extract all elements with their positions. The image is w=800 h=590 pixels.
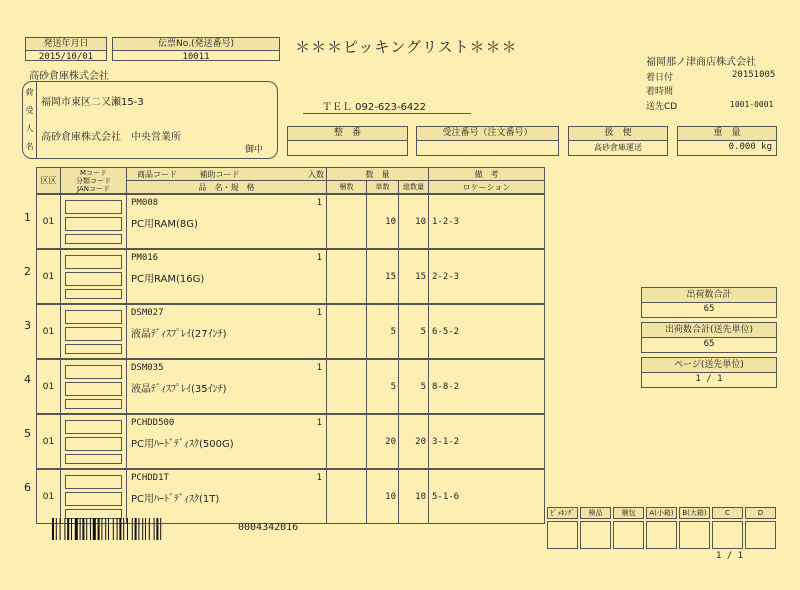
info-box-label: 整 番	[288, 127, 407, 141]
check-box-label: A(小箱)	[646, 507, 677, 519]
row-number: 5	[24, 427, 31, 440]
cell-total: 15	[399, 250, 429, 304]
header-mcode-line: Mコード	[79, 168, 108, 177]
check-box-cell	[547, 521, 578, 549]
slip-no-box	[112, 37, 280, 61]
cell-total: 10	[399, 195, 429, 249]
barcode-bar	[154, 518, 155, 540]
info-box-label: 受注番号（注文番号）	[417, 127, 558, 141]
cell-cases	[327, 360, 367, 414]
row-number: 3	[24, 319, 31, 332]
category-code-box	[65, 382, 122, 396]
cell-total: 5	[399, 305, 429, 359]
cell-mcode	[61, 250, 127, 304]
ship-date-label: 発送年月日	[26, 38, 106, 51]
product-name: 液晶ﾃﾞｨｽﾌﾟﾚｲ(35ｲﾝﾁ)	[131, 384, 227, 395]
barcode-bar	[132, 518, 133, 540]
cell-location: 5-1-6	[429, 470, 545, 524]
summary-value: 65	[703, 339, 715, 349]
recipient-honorific: 御中	[245, 145, 264, 155]
check-box	[580, 507, 611, 549]
summary-page	[641, 357, 777, 388]
summary-shipped-total	[641, 287, 777, 318]
product-name: PC用RAM(16G)	[131, 274, 205, 285]
cell-product	[127, 470, 327, 524]
cell-area: 01	[37, 470, 61, 524]
check-box	[712, 507, 743, 549]
jan-code-box	[65, 234, 122, 244]
category-code-box	[65, 272, 122, 286]
info-box-carrier	[568, 126, 668, 156]
product-code: PM016	[131, 253, 159, 263]
row-number: 2	[24, 265, 31, 278]
cell-cases	[327, 250, 367, 304]
header-mcode-line: JANコード	[77, 184, 110, 193]
check-box	[547, 507, 578, 549]
jan-code-box	[65, 344, 122, 354]
check-box-label: C	[712, 507, 743, 519]
barcode-bar	[80, 518, 81, 540]
header-product-code-text: 商品コード	[137, 169, 177, 179]
cell-singles: 10	[367, 195, 399, 249]
cell-location: 8-8-2	[429, 360, 545, 414]
check-box	[679, 507, 710, 549]
arrival-date: 20151005	[732, 70, 776, 80]
check-box-label: 梱包	[613, 507, 644, 519]
side-label-char: 人	[25, 124, 34, 133]
cell-product	[127, 360, 327, 414]
product-units: 1	[316, 198, 322, 208]
cell-product	[127, 195, 327, 249]
info-box-label: 扱 便	[569, 127, 667, 141]
cell-area: 01	[37, 305, 61, 359]
barcode-bar	[90, 518, 91, 540]
cell-location: 6-5-2	[429, 305, 545, 359]
summary-value: 65	[703, 304, 715, 314]
mcode-box	[65, 310, 122, 324]
check-box	[613, 507, 644, 549]
check-box-cell	[646, 521, 677, 549]
header-location: ロケーション	[429, 181, 545, 194]
info-box-order-no	[416, 126, 559, 156]
table-row	[36, 414, 545, 469]
table-body	[36, 194, 544, 524]
check-box-cell	[745, 521, 776, 549]
arrival-date-label: 着日付	[646, 73, 674, 83]
barcode-bar	[160, 518, 161, 540]
jan-code-box	[65, 509, 122, 519]
row-number: 1	[24, 211, 31, 224]
barcode-bar	[105, 518, 106, 540]
barcode-bar	[113, 518, 114, 540]
tel-underline	[303, 113, 471, 114]
cell-total: 5	[399, 360, 429, 414]
product-code: PCHDD1T	[131, 473, 169, 483]
mcode-box	[65, 365, 122, 379]
barcode-bar	[127, 518, 128, 540]
check-box-label: 検品	[580, 507, 611, 519]
check-box-label: B(大箱)	[679, 507, 710, 519]
check-box-cell	[580, 521, 611, 549]
cell-area: 01	[37, 360, 61, 414]
jan-code-box	[65, 399, 122, 409]
cell-mcode	[61, 470, 127, 524]
row-number-column	[22, 193, 36, 517]
barcode-bar	[98, 518, 100, 540]
header-mcode-line: 分類コード	[76, 176, 111, 185]
barcode-bar	[101, 518, 102, 540]
table-row	[36, 359, 545, 414]
category-code-box	[65, 437, 122, 451]
recipient-box	[22, 81, 278, 159]
product-units: 1	[316, 308, 322, 318]
slip-no: 10011	[182, 52, 210, 62]
cell-area: 01	[37, 195, 61, 249]
product-units: 1	[316, 418, 322, 428]
cell-singles: 10	[367, 470, 399, 524]
barcode-bar	[149, 518, 150, 540]
barcode-bar	[56, 518, 57, 540]
barcode-bar	[142, 518, 143, 540]
header-cases: 梱数	[327, 181, 367, 194]
ship-date: 2015/10/01	[38, 52, 94, 62]
cell-singles: 20	[367, 415, 399, 469]
category-code-box	[65, 217, 122, 231]
header-product-code	[127, 168, 327, 181]
recipient-address: 福岡市東区二又瀬15-3	[41, 97, 144, 108]
cell-singles: 5	[367, 360, 399, 414]
cell-location: 2-2-3	[429, 250, 545, 304]
cell-location: 3-1-2	[429, 415, 545, 469]
header-total: 総数量	[399, 181, 429, 194]
mcode-box	[65, 200, 122, 214]
info-box-weight	[677, 126, 777, 156]
cell-product	[127, 305, 327, 359]
barcode-bar	[75, 518, 78, 540]
barcode-bar	[71, 518, 72, 540]
barcode-bar	[64, 518, 65, 540]
side-label-char: 名	[25, 142, 34, 151]
product-name: PC用RAM(8G)	[131, 219, 198, 230]
cell-location: 1-2-3	[429, 195, 545, 249]
side-label-char: 荷	[25, 88, 34, 97]
summary-label: ページ(送先単位)	[642, 358, 776, 373]
barcode-number: 0004342016	[238, 522, 299, 533]
cell-mcode	[61, 415, 127, 469]
check-box-label: ﾋﾟｯｷﾝｸﾞ	[547, 507, 578, 519]
barcode-bar	[156, 518, 158, 540]
arrival-time-label: 着時間	[646, 87, 674, 97]
dest-cd: 1001-0001	[730, 100, 774, 109]
barcode-bar	[86, 518, 87, 540]
barcode-bar	[135, 518, 137, 540]
ship-date-box	[25, 37, 107, 61]
barcode-bar	[119, 518, 121, 540]
product-units: 1	[316, 363, 322, 373]
table-row	[36, 304, 545, 359]
mcode-box	[65, 420, 122, 434]
summary-shipped-total-dest	[641, 322, 777, 353]
customer-company: 福岡那ノ津商店株式会社	[646, 57, 756, 68]
product-name: PC用ﾊｰﾄﾞﾃﾞｨｽｸ(1T)	[131, 494, 220, 505]
header-units: 入数	[308, 169, 324, 179]
barcode-bar	[117, 518, 118, 540]
header-product-name: 品 名・規 格	[127, 181, 327, 194]
summary-label: 出荷数合計(送先単位)	[642, 323, 776, 338]
cell-singles: 15	[367, 250, 399, 304]
header-area: 区区	[37, 168, 61, 194]
barcode-bar	[123, 518, 124, 540]
product-units: 1	[316, 473, 322, 483]
info-box-value: 高砂倉庫運送	[594, 143, 642, 152]
jan-code-box	[65, 454, 122, 464]
check-box-cell	[712, 521, 743, 549]
barcode-bar	[67, 518, 69, 540]
picking-table	[36, 167, 544, 517]
slip-no-label: 伝票No.(発送番号)	[113, 38, 279, 51]
cell-area: 01	[37, 415, 61, 469]
side-label-char: 受	[25, 106, 34, 115]
check-box	[745, 507, 776, 549]
cell-cases	[327, 470, 367, 524]
cell-mcode	[61, 195, 127, 249]
cell-cases	[327, 305, 367, 359]
barcode-bar	[138, 518, 139, 540]
document-title: ＊＊＊ピッキングリスト＊＊＊	[295, 38, 518, 56]
cell-area: 01	[37, 250, 61, 304]
product-code: PM008	[131, 198, 159, 208]
info-box-value: 0.000 kg	[728, 142, 772, 152]
recipient-name: 高砂倉庫株式会社 中央営業所	[41, 132, 181, 143]
dest-cd-label: 送先CD	[646, 102, 678, 112]
table-row	[36, 249, 545, 304]
product-name: 液晶ﾃﾞｨｽﾌﾟﾚｲ(27ｲﾝﾁ)	[131, 329, 227, 340]
check-box-cell	[679, 521, 710, 549]
cell-product	[127, 250, 327, 304]
cell-cases	[327, 195, 367, 249]
mcode-box	[65, 475, 122, 489]
jan-code-box	[65, 289, 122, 299]
barcode-bar	[145, 518, 146, 540]
category-code-box	[65, 327, 122, 341]
check-box-row	[547, 507, 777, 549]
barcode-bar	[82, 518, 84, 540]
barcode-bar	[60, 518, 61, 540]
barcode-bar	[93, 518, 96, 540]
check-box	[646, 507, 677, 549]
header-aux-code: 補助コード	[199, 169, 240, 179]
header-remarks: 備 考	[429, 168, 545, 181]
barcode	[52, 518, 192, 542]
cell-mcode	[61, 305, 127, 359]
summary-label: 出荷数合計	[642, 288, 776, 303]
table-row	[36, 469, 545, 524]
cell-total: 20	[399, 415, 429, 469]
info-box-label: 重 量	[678, 127, 776, 141]
row-number: 4	[24, 373, 31, 386]
barcode-bar	[52, 518, 54, 540]
product-code: DSM035	[131, 363, 164, 373]
shipper-name: 高砂倉庫株式会社	[29, 71, 109, 82]
product-name: PC用ﾊｰﾄﾞﾃﾞｨｽｸ(500G)	[131, 439, 234, 450]
cell-total: 10	[399, 470, 429, 524]
header-mcode	[61, 168, 127, 194]
header-singles: 単数	[367, 181, 399, 194]
recipient-side-label	[23, 82, 37, 158]
cell-singles: 5	[367, 305, 399, 359]
header-qty: 数 量	[327, 168, 429, 181]
table-row	[36, 194, 545, 249]
cell-mcode	[61, 360, 127, 414]
cell-product	[127, 415, 327, 469]
cell-cases	[327, 415, 367, 469]
product-units: 1	[316, 253, 322, 263]
check-box-label: D	[745, 507, 776, 519]
page-indicator: 1 / 1	[716, 551, 744, 561]
recipient-tel: ＴＥＬ 092-623-6422	[322, 102, 427, 113]
category-code-box	[65, 492, 122, 506]
product-code: DSM027	[131, 308, 164, 318]
barcode-bar	[108, 518, 109, 540]
check-box-cell	[613, 521, 644, 549]
info-box-seiban	[287, 126, 408, 156]
row-number: 6	[24, 481, 31, 494]
summary-value: 1 / 1	[695, 374, 723, 384]
product-code: PCHDD500	[131, 418, 175, 428]
mcode-box	[65, 255, 122, 269]
